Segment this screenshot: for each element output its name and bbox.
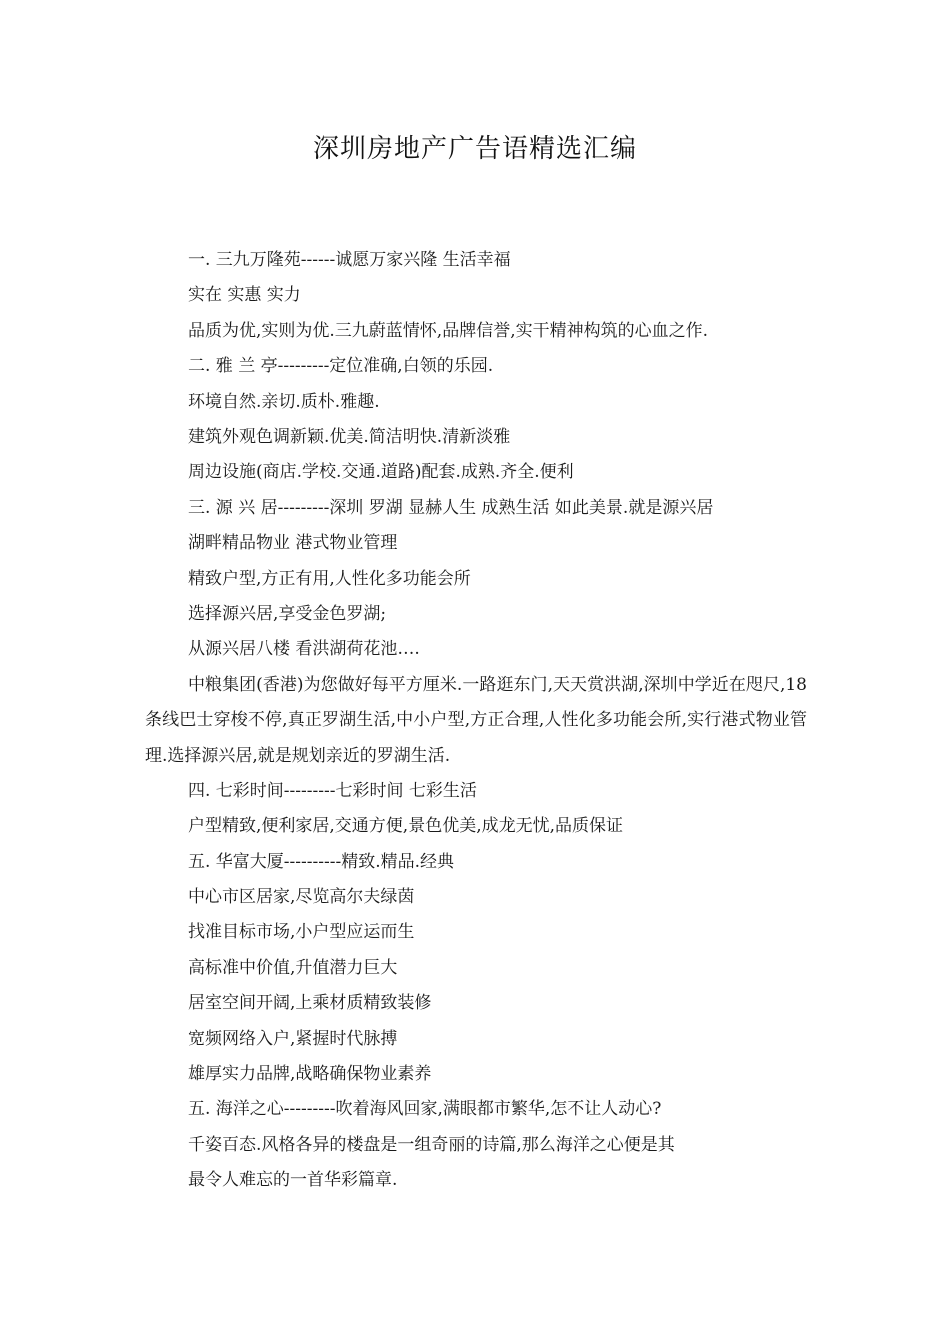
text-line: 找准目标市场,小户型应运而生 [188, 922, 415, 943]
text-line: 中心市区居家,尽览高尔夫绿茵 [188, 887, 415, 908]
text-line: 户型精致,便利家居,交通方便,景色优美,成龙无忧,品质保证 [188, 816, 624, 837]
text-line: 一. 三九万隆苑------诚愿万家兴隆 生活幸福 [188, 250, 511, 270]
text-line: 千姿百态.风格各异的楼盘是一组奇丽的诗篇,那么海洋之心便是其 [188, 1134, 675, 1155]
text-line: 居室空间开阔,上乘材质精致装修 [188, 993, 432, 1014]
text-line: 环境自然.亲切.质朴.雅趣. [188, 391, 380, 412]
document-body [145, 243, 815, 1199]
text-line: 五. 华富大厦----------精致.精品.经典 [188, 851, 455, 872]
text-line: 最令人难忘的一首华彩篇章. [188, 1170, 398, 1191]
text-line: 三. 源 兴 居---------深圳 罗湖 显赫人生 成熟生活 如此美景.就是源兴居 [188, 497, 714, 518]
text-line: 建筑外观色调新颖.优美.简洁明快.清新淡雅 [188, 426, 511, 447]
text-line: 选择源兴居,享受金色罗湖; [188, 603, 387, 624]
text-line: 五. 海洋之心---------吹着海风回家,满眼都市繁华,怎不让人动心? [188, 1099, 662, 1120]
body-paragraph: 中粮集团(香港)为您做好每平方厘米.一路逛东门,天天赏洪湖,深圳中学近在咫尺,18条线巴士穿梭不停,真正罗湖生活,中小户型,方正合理,人性化多功能会所,实行港式物业管理.选择源兴居,就是规划亲近的罗湖生活. [145, 674, 807, 766]
document-title: 深圳房地产广告语精选汇编 [312, 134, 637, 164]
text-line: 从源兴居八楼 看洪湖荷花池…. [188, 639, 420, 660]
text-line: 高标准中价值,升值潜力巨大 [188, 957, 398, 978]
text-line: 精致户型,方正有用,人性化多功能会所 [188, 568, 471, 589]
text-line: 品质为优,实则为优.三九蔚蓝情怀,品牌信誉,实干精神构筑的心血之作. [188, 320, 709, 341]
text-line: 实在 实惠 实力 [188, 285, 301, 306]
text-line: 四. 七彩时间---------七彩时间 七彩生活 [188, 780, 477, 801]
text-line: 雄厚实力品牌,战略确保物业素养 [188, 1064, 432, 1085]
text-line: 湖畔精品物业 港式物业管理 [188, 533, 398, 554]
text-line: 周边设施(商店.学校.交通.道路)配套.成熟.齐全.便利 [188, 462, 574, 483]
text-line: 宽频网络入户,紧握时代脉搏 [188, 1028, 398, 1049]
text-line: 二. 雅 兰 亭---------定位准确,白领的乐园. [188, 356, 494, 377]
